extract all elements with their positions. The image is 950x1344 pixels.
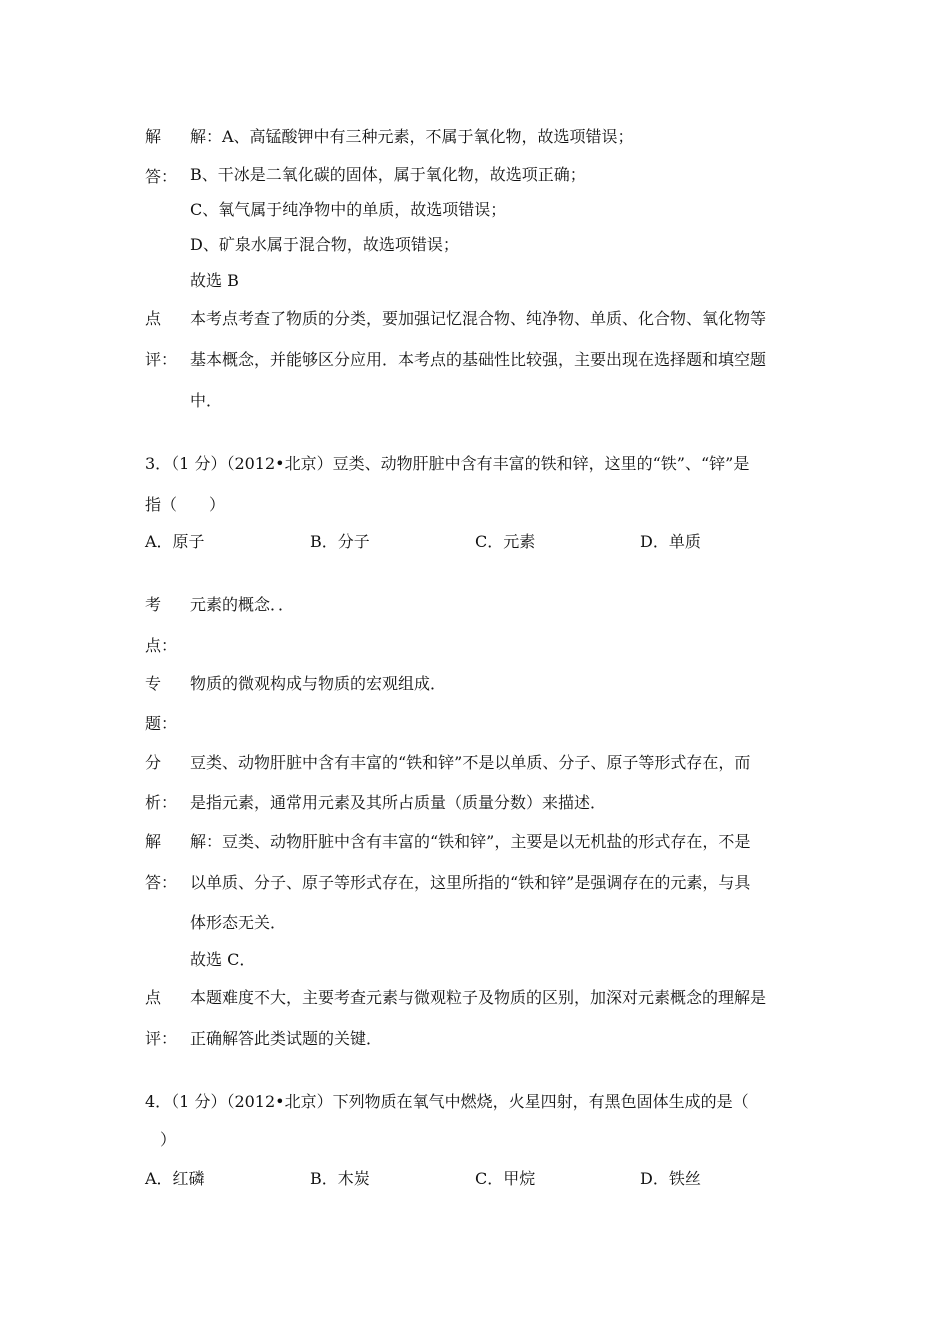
q3-stem-line: 3．（1 分）（2012•北京）豆类、动物肝脏中含有丰富的铁和锌，这里的“铁”、“锌”是 xyxy=(145,454,750,473)
q3-option-d: D．单质 xyxy=(640,532,701,551)
q3-option-c: C．元素 xyxy=(475,532,536,551)
q3-jieda-line: 故选 C． xyxy=(190,950,256,969)
q2-comment-label-2: 评： xyxy=(145,350,178,369)
q2-answer-label-2: 答： xyxy=(145,167,178,186)
q3-kaodian-text: 元素的概念．． xyxy=(190,595,295,614)
q3-jieda-line: 解：豆类、动物肝脏中含有丰富的“铁和锌”，主要是以无机盐的形式存在，不是 xyxy=(190,832,751,851)
q2-answer-line: D、矿泉水属于混合物，故选项错误； xyxy=(190,235,459,254)
q3-dianping-line: 正确解答此类试题的关键． xyxy=(190,1029,383,1048)
q3-fenxi-label-2: 析： xyxy=(145,793,178,812)
q4-option-b: B．木炭 xyxy=(310,1169,370,1188)
q3-option-a: A．原子 xyxy=(145,532,205,551)
q2-answer-line: 故选 B xyxy=(190,271,239,290)
q3-zhuanti-label-2: 题： xyxy=(145,714,178,733)
q3-kaodian-label-2: 点： xyxy=(145,636,178,655)
q2-comment-label-1: 点 xyxy=(145,309,162,328)
q2-answer-line: C、氧气属于纯净物中的单质，故选项错误； xyxy=(190,200,507,219)
q3-option-b: B．分子 xyxy=(310,532,370,551)
q3-jieda-label-2: 答： xyxy=(145,873,178,892)
q4-option-d: D．铁丝 xyxy=(640,1169,701,1188)
q2-answer-line: B、干冰是二氧化碳的固体，属于氧化物，故选项正确； xyxy=(190,165,586,184)
q2-comment-line: 中． xyxy=(190,391,223,410)
q2-answer-label-1: 解 xyxy=(145,127,162,146)
q3-jieda-label-1: 解 xyxy=(145,832,162,851)
q2-comment-line: 基本概念，并能够区分应用．本考点的基础性比较强，主要出现在选择题和填空题 xyxy=(190,350,767,369)
q3-fenxi-line: 是指元素，通常用元素及其所占质量（质量分数）来描述． xyxy=(190,793,607,812)
q3-jieda-line: 体形态无关． xyxy=(190,913,287,932)
q4-stem-line: 4．（1 分）（2012•北京）下列物质在氧气中燃烧，火星四射，有黑色固体生成的是（ xyxy=(145,1092,749,1111)
q3-dianping-label-1: 点 xyxy=(145,988,162,1007)
q2-answer-line: 解：A、高锰酸钾中有三种元素，不属于氧化物，故选项错误； xyxy=(190,127,634,146)
q3-dianping-label-2: 评： xyxy=(145,1029,178,1048)
q2-comment-line: 本考点考查了物质的分类，要加强记忆混合物、纯净物、单质、化合物、氧化物等 xyxy=(190,309,767,328)
q3-jieda-line: 以单质、分子、原子等形式存在，这里所指的“铁和锌”是强调存在的元素，与具 xyxy=(190,873,751,892)
q3-zhuanti-label-1: 专 xyxy=(145,674,162,693)
q3-stem-line: 指（ ） xyxy=(145,495,226,514)
q3-kaodian-label-1: 考 xyxy=(145,595,162,614)
q3-zhuanti-text: 物质的微观构成与物质的宏观组成． xyxy=(190,674,447,693)
q4-option-c: C．甲烷 xyxy=(475,1169,536,1188)
q3-dianping-line: 本题难度不大，主要考查元素与微观粒子及物质的区别，加深对元素概念的理解是 xyxy=(190,988,767,1007)
q3-fenxi-line: 豆类、动物肝脏中含有丰富的“铁和锌”不是以单质、分子、原子等形式存在，而 xyxy=(190,753,751,772)
q4-option-a: A．红磷 xyxy=(145,1169,205,1188)
q4-stem-line: ） xyxy=(160,1130,177,1149)
q3-fenxi-label-1: 分 xyxy=(145,753,162,772)
